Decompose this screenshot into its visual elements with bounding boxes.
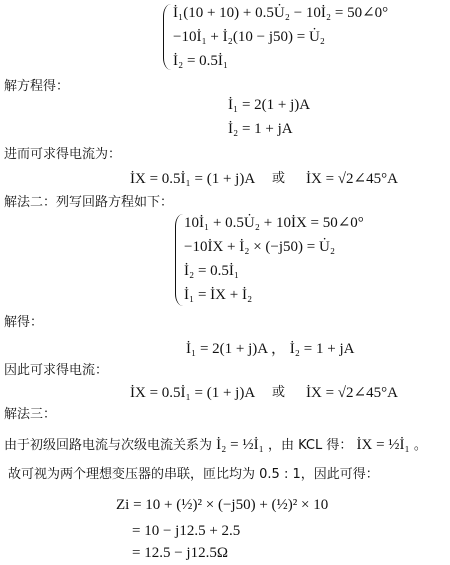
para1-text: 由于初级回路电流与次级电流关系为 (4, 438, 213, 453)
further-label: 进而可求得电流为： (4, 147, 122, 162)
zi-line1: Zi = 10 + (½)² × (−j50) + (½)² × 10 (116, 497, 329, 513)
system2-eq2: −10İX + İ₂ × (−j50) = U̇₂ (184, 239, 336, 255)
solution2: İ₁ = 2(1 + j)A ， İ₂ = 1 + jA (186, 341, 355, 357)
system1-eq2: −10İ₁ + İ₂(10 − j50) = U̇₂ (173, 29, 326, 45)
ix-line2-left: İX = 0.5İ₁ = (1 + j)A (130, 385, 256, 401)
paragraph-2: 故可视为两个理想变压器的串联，匝比均为 0.5 : 1，因此可得： (8, 467, 379, 482)
system2-eq3: İ₂ = 0.5İ₁ (184, 263, 240, 279)
method3-heading: 解法三： (4, 407, 57, 422)
paragraph-1 (4, 436, 427, 455)
solve-label: 解方程得： (4, 79, 70, 94)
para1-eq-b: İX = ½İ₁ (356, 437, 410, 453)
solve-label-2: 解得： (4, 315, 44, 330)
ix-line1-left: İX = 0.5İ₁ = (1 + j)A (130, 171, 256, 187)
ix-line1-or: 或 (272, 171, 286, 186)
zi-line3: = 12.5 − j12.5Ω (132, 545, 228, 561)
brace-system-1 (163, 4, 172, 70)
system2-eq1: 10İ₁ + 0.5U̇₂ + 10İX = 50∠0° (184, 215, 364, 231)
hence-label: 因此可求得电流： (4, 363, 109, 378)
para1-end: 。 (413, 438, 427, 453)
system1-eq3: İ₂ = 0.5İ₁ (173, 53, 229, 69)
brace-system-2 (175, 214, 184, 306)
solution1-i2: İ₂ = 1 + jA (228, 121, 293, 137)
solution1-i1: İ₁ = 2(1 + j)A (228, 97, 311, 113)
method2-heading: 解法二：列写回路方程如下： (4, 195, 174, 210)
system1-eq1: İ₁(10 + 10) + 0.5U̇₂ − 10İ₂ = 50∠0° (173, 5, 389, 21)
zi-line2: = 10 − j12.5 + 2.5 (132, 523, 241, 539)
para1-mid: ，由 KCL 得： (267, 438, 353, 453)
ix-line2-or: 或 (272, 385, 286, 400)
system2-eq4: İ₁ = İX + İ₂ (184, 287, 253, 303)
para1-eq-a: İ₂ = ½İ₁ (216, 437, 264, 453)
ix-line1-right: İX = √2∠45°A (306, 171, 398, 187)
ix-line2-right: İX = √2∠45°A (306, 385, 398, 401)
